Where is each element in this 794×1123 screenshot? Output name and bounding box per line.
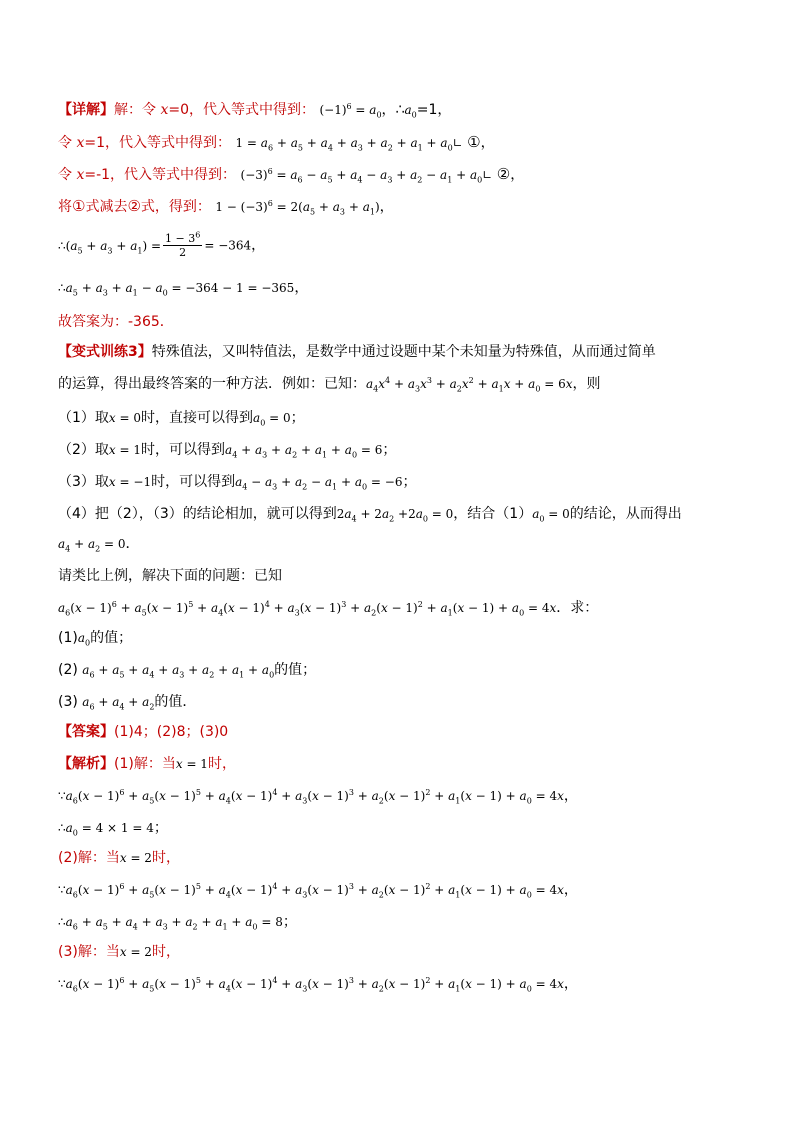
circled-two: ② [496, 165, 511, 183]
final-answer: 故答案为：-365． [58, 314, 174, 330]
fraction: $\frac{1 - 3^6}{2}$ [165, 230, 201, 259]
answer-text: (1)4；(2)8；(3)0 [114, 724, 229, 740]
detail-line-1 [58, 100, 451, 120]
detail-line-5: $\therefore(a_5 + a_3 + a_1)$ = $\frac{1 - 3^6}{2}$ = −364， [58, 230, 266, 259]
question-1 [58, 628, 132, 648]
text: ； [402, 474, 417, 490]
step-4-cont [58, 534, 140, 554]
text: 的值； [274, 662, 317, 678]
circled-one: ① [72, 197, 86, 215]
text: 特殊值法，又叫特值法，是数学中通过设题中某个未知量为特殊值，从而通过简单 [151, 344, 656, 360]
step-1 [58, 408, 305, 428]
text: 解：令 [114, 102, 161, 118]
text: 的运算，得出最终答案的一种方法．例如：已知： [58, 376, 366, 392]
text: ．求： [556, 600, 599, 616]
analysis-line-6: $\therefore a_6 + a_5 + a_4 + a_3 + a_2 + a_1 + a_0 = 8$； [58, 914, 297, 932]
text: 的结论，从而得出 [569, 506, 682, 522]
analysis-line-1 [58, 754, 236, 774]
text: (1) [58, 630, 78, 646]
text: （2）取 [58, 442, 109, 458]
math: x = −1 [108, 475, 152, 489]
text: 时，可以得到 [141, 442, 226, 458]
text: 将 [58, 199, 72, 215]
math: $a_4 + a_3 + a_2 + a_1 + a_0 = 6$ [225, 443, 383, 460]
text: 令 [58, 135, 77, 151]
var-x: x [76, 135, 85, 151]
math: $a_0 = 0$ [532, 507, 570, 524]
circled-one: ① [467, 133, 481, 151]
analysis-line-4 [58, 848, 180, 868]
question-intro: 请类比上例，解决下面的问题：已知 [58, 568, 282, 584]
variant-label: 【变式训练3】 [58, 344, 152, 360]
text: （4）把（2），（3）的结论相加，就可以得到 [58, 506, 337, 522]
question-equation [58, 598, 598, 618]
math: $a_0$ [77, 631, 91, 648]
text: 时，可以得到 [151, 474, 236, 490]
analysis-line-5: $\because a_6(x - 1)^6 + a_5(x - 1)^5 + a_4(x - 1)^4 + a_3(x - 1)^3 + a_2(x - 1)^2 + a_1(x - 1) + a_0 = 4x$， [58, 882, 578, 900]
math: x = 1 [108, 443, 142, 457]
circled-two: ② [127, 197, 141, 215]
text: 式减去 [85, 199, 128, 215]
text: 时， [151, 944, 180, 960]
math: $a_6 + a_5 + a_4 + a_3 + a_2 + a_1 + a_0$ [82, 663, 275, 680]
detail-line-6: $\therefore a_5 + a_3 + a_1 - a_0 = -364 - 1 = -365$， [58, 280, 309, 298]
text: 的值． [154, 694, 197, 710]
variant-line-1 [58, 342, 656, 362]
math: $\therefore a_5 + a_3 + a_1 - a_0 = -364 - 1 = -365$ [58, 281, 295, 298]
analysis-line-3: $\therefore a_0 = 4 \times 1 = 4$； [58, 820, 168, 838]
text: ，∴ [381, 102, 405, 118]
math: = −364 [204, 238, 252, 253]
text: =-1，代入等式中得到： [84, 167, 237, 183]
text: (3) [58, 694, 83, 710]
text: ，结合（1） [453, 506, 533, 522]
math: $1 = a_6 + a_5 + a_4 + a_3 + a_2 + a_1$ + $a_0∟$ [235, 136, 463, 153]
text: 式，得到： [140, 199, 211, 215]
step-3 [58, 472, 416, 492]
math: $1 - (-3)^6 = 2(a_5 + a_3 + a_1)$ [215, 199, 380, 217]
answer-line [58, 722, 228, 742]
text: =1，代入等式中得到： [84, 135, 231, 151]
var-x: x [160, 102, 169, 118]
analysis-label: 【解析】 [58, 756, 114, 772]
text: (2) [58, 662, 83, 678]
text: ； [290, 410, 305, 426]
math: $a_4 - a_3 + a_2 - a_1 + a_0 = -6$ [235, 475, 403, 492]
analysis-line-2: $\because a_6(x - 1)^6 + a_5(x - 1)^5 + a_4(x - 1)^4 + a_3(x - 1)^3 + a_2(x - 1)^2 + a_1(x - 1) + a_0 = 4x$， [58, 788, 578, 806]
text: 时， [151, 850, 180, 866]
math: $a_4x^4 + a_3x^3 + a_2x^2 + a_1x + a_0 = 6x$ [366, 376, 573, 394]
math: $\because a_6(x - 1)^6 + a_5(x - 1)^5 + a_4(x - 1)^4 + a_3(x - 1)^3 + a_2(x - 1)^2 + a_1(x - 1) + a_0 = 4x$ [58, 882, 564, 900]
math: $a_6 + a_4 + a_2$ [82, 695, 155, 712]
math: x = 1 [175, 757, 208, 771]
detail-line-2: 令 x=1，代入等式中得到： $1 = a_6 + a_5 + a_4 + a_3 + a_2 + a_1$ + $a_0∟$ ①， [58, 133, 495, 153]
text: (1)解：当 [114, 756, 176, 772]
text: ； [382, 442, 397, 458]
text: 时， [207, 756, 236, 772]
detail-label: 【详解】 [58, 102, 114, 118]
text: (3)解：当 [58, 944, 120, 960]
text: 时，直接可以得到 [141, 410, 254, 426]
text: 令 [58, 167, 77, 183]
text: ，则 [572, 376, 601, 392]
math: $\because a_6(x - 1)^6 + a_5(x - 1)^5 + a_4(x - 1)^4 + a_3(x - 1)^3 + a_2(x - 1)^2 + a_1(x - 1) + a_0 = 4x$ [58, 788, 564, 806]
question-3 [58, 692, 196, 712]
detail-line-4: 将①式减去②式，得到： $1 - (-3)^6 = 2(a_5 + a_3 + a_1)$， [58, 197, 394, 217]
math: x = 2 [119, 945, 152, 959]
math: $\therefore a_6 + a_5 + a_4 + a_3 + a_2 + a_1 + a_0 = 8$ [58, 915, 283, 932]
math: x = 0 [108, 411, 142, 425]
analysis-line-7 [58, 942, 180, 962]
variant-line-2 [58, 374, 601, 394]
text: (2)解：当 [58, 850, 120, 866]
text: （3）取 [58, 474, 109, 490]
math: $(-1)^6 = a_0$ [319, 102, 382, 120]
math: $\therefore(a_5 + a_3 + a_1)$ = [58, 238, 162, 255]
math: $\therefore a_0 = 4 \times 1 = 4$ [58, 821, 154, 838]
math: $2a_4 + 2a_2 +2a_0 = 0$ [336, 507, 454, 524]
math: $a_0 = 0$ [253, 411, 291, 428]
math: x = 2 [119, 851, 152, 865]
math: $a_4 + a_2 = 0$ [58, 537, 126, 554]
text: （1）取 [58, 410, 109, 426]
text: 的值； [90, 630, 133, 646]
math: $(-3)^6 = a_6 - a_5 + a_4 - a_3 + a_2 - a_1$ + $a_0∟$ [240, 167, 493, 185]
detail-line-3: 令 x=-1，代入等式中得到： $(-3)^6 = a_6 - a_5 + a_4 - a_3 + a_2 - a_1$ + $a_0∟$ ②， [58, 165, 525, 185]
analysis-line-8: $\because a_6(x - 1)^6 + a_5(x - 1)^5 + a_4(x - 1)^4 + a_3(x - 1)^3 + a_2(x - 1)^2 + a_1(x - 1) + a_0 = 4x$， [58, 976, 578, 994]
text: ． [125, 536, 140, 552]
math: $a_6(x - 1)^6 + a_5(x - 1)^5 + a_4(x - 1)^4 + a_3(x - 1)^3 + a_2(x - 1)^2 + a_1(x - 1) + a_0 = 4x$ [58, 600, 557, 618]
answer-label: 【答案】 [58, 724, 114, 740]
math: $a_0$ [404, 103, 417, 120]
step-2 [58, 440, 396, 460]
math: $\because a_6(x - 1)^6 + a_5(x - 1)^5 + a_4(x - 1)^4 + a_3(x - 1)^3 + a_2(x - 1)^2 + a_1(x - 1) + a_0 = 4x$ [58, 976, 564, 994]
var-x: x [76, 167, 85, 183]
text: =0，代入等式中得到： [168, 102, 315, 118]
step-4 [58, 504, 682, 524]
question-2 [58, 660, 316, 680]
text: =1， [416, 102, 452, 118]
